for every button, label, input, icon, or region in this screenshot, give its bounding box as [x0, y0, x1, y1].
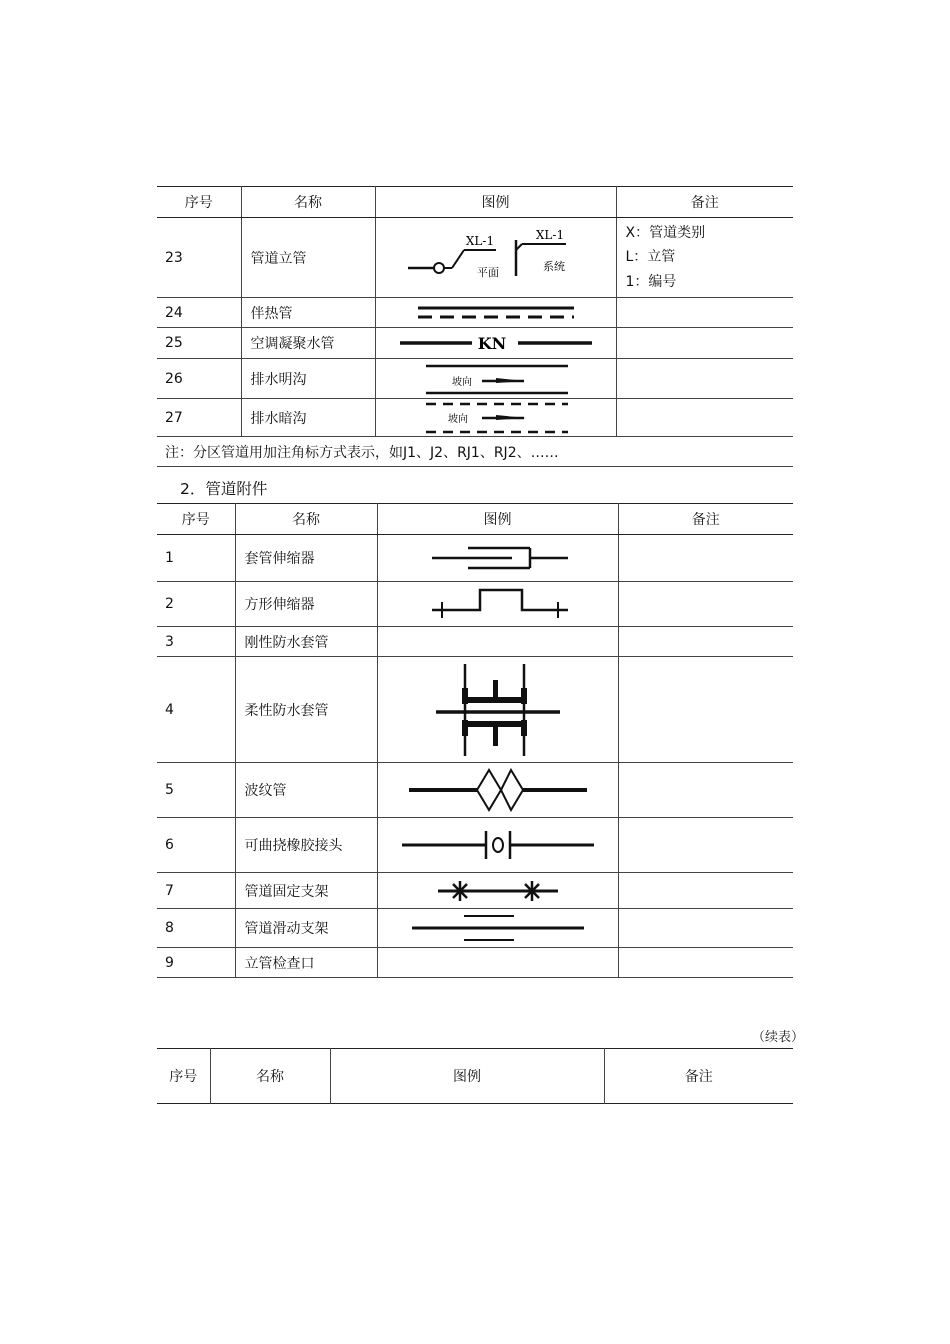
row-name: 排水明沟 — [241, 359, 375, 399]
header-legend: 图例 — [377, 504, 618, 535]
svg-text:XL-1: XL-1 — [465, 233, 494, 248]
remark-line: X：管道类别 — [625, 224, 706, 241]
remark-cell — [618, 763, 793, 818]
row-name: 可曲挠橡胶接头 — [235, 818, 377, 873]
sleeve-expansion-joint-symbol — [377, 535, 618, 582]
svg-text:坡向: 坡向 — [451, 376, 472, 388]
open-ditch-symbol — [375, 359, 616, 399]
row-number: 6 — [157, 818, 235, 873]
svg-text:平面: 平面 — [476, 265, 499, 279]
row-name: 伴热管 — [241, 298, 375, 328]
row-number: 26 — [157, 359, 241, 399]
remark-cell — [616, 298, 793, 328]
remark-cell — [618, 873, 793, 909]
row-number: 4 — [157, 657, 235, 763]
table-header-row — [157, 1049, 793, 1104]
svg-text:XL-1: XL-1 — [535, 227, 564, 242]
footnote: 注：分区管道用加注角标方式表示，如J1、J2、RJ1、RJ2、…… — [157, 437, 793, 467]
row-number: 25 — [157, 328, 241, 359]
header-name: 名称 — [235, 504, 377, 535]
section-title: 2．管道附件 — [180, 480, 268, 498]
svg-text:KN: KN — [477, 334, 506, 353]
row-number: 5 — [157, 763, 235, 818]
bellows-symbol — [377, 763, 618, 818]
row-name: 管道固定支架 — [235, 873, 377, 909]
row-number: 27 — [157, 399, 241, 437]
row-number: 1 — [157, 535, 235, 582]
row-name: 立管检查口 — [235, 948, 377, 978]
header-remark: 备注 — [604, 1049, 793, 1104]
table-row — [157, 873, 793, 909]
table-row — [157, 909, 793, 948]
flexible-rubber-joint-symbol — [377, 818, 618, 873]
row-name: 管道滑动支架 — [235, 909, 377, 948]
table-row — [157, 582, 793, 627]
flexible-waterproof-sleeve-symbol — [377, 657, 618, 763]
remark-cell — [618, 909, 793, 948]
remark-line: L：立管 — [625, 249, 676, 266]
header-no: 序号 — [157, 504, 235, 535]
remark-cell — [616, 399, 793, 437]
row-number: 23 — [157, 218, 241, 298]
row-number: 8 — [157, 909, 235, 948]
row-number: 2 — [157, 582, 235, 627]
condensate-pipe-symbol — [375, 328, 616, 359]
legend-cell-empty — [377, 948, 618, 978]
table-row — [157, 627, 793, 657]
row-number: 24 — [157, 298, 241, 328]
remark-cell — [618, 948, 793, 978]
svg-text:坡向: 坡向 — [447, 413, 468, 425]
table-row — [157, 657, 793, 763]
remark-cell — [618, 627, 793, 657]
header-name: 名称 — [241, 187, 375, 218]
row-name: 刚性防水套管 — [235, 627, 377, 657]
continued-table — [157, 1048, 793, 1104]
table-row — [157, 328, 793, 359]
riser-pipe-symbol — [375, 218, 616, 298]
table-header-row — [157, 504, 793, 535]
header-remark: 备注 — [616, 187, 793, 218]
table-row — [157, 763, 793, 818]
remark-cell — [618, 657, 793, 763]
covered-ditch-symbol — [375, 399, 616, 437]
legend-cell-empty — [377, 627, 618, 657]
header-name: 名称 — [210, 1049, 330, 1104]
row-number: 7 — [157, 873, 235, 909]
row-name: 柔性防水套管 — [235, 657, 377, 763]
remark-line: 1：编号 — [625, 273, 677, 290]
row-name: 方形伸缩器 — [235, 582, 377, 627]
sliding-support-symbol — [377, 909, 618, 948]
header-remark: 备注 — [618, 504, 793, 535]
svg-text:系统: 系统 — [542, 259, 565, 273]
square-expansion-joint-symbol — [377, 582, 618, 627]
remark-cell — [618, 818, 793, 873]
row-name: 空调凝聚水管 — [241, 328, 375, 359]
header-legend: 图例 — [375, 187, 616, 218]
row-name: 波纹管 — [235, 763, 377, 818]
header-no: 序号 — [169, 1069, 198, 1085]
table-row — [157, 298, 793, 328]
table-row — [157, 948, 793, 978]
heat-tracing-pipe-symbol — [375, 298, 616, 328]
remark-cell — [616, 328, 793, 359]
table-row — [157, 818, 793, 873]
remark-cell — [618, 582, 793, 627]
table-header-row — [157, 187, 793, 218]
row-name: 管道立管 — [241, 218, 375, 298]
table-row — [157, 359, 793, 399]
remark-cell — [616, 359, 793, 399]
footnote-row — [157, 437, 793, 467]
remark-cell — [616, 218, 793, 298]
row-number: 9 — [157, 948, 235, 978]
header-legend: 图例 — [330, 1049, 604, 1104]
table-row — [157, 218, 793, 298]
remark-cell — [618, 535, 793, 582]
row-name: 排水暗沟 — [241, 399, 375, 437]
row-name: 套管伸缩器 — [235, 535, 377, 582]
fixed-support-symbol — [377, 873, 618, 909]
table-row — [157, 535, 793, 582]
header-no: 序号 — [157, 187, 241, 218]
pipe-fittings-table — [157, 503, 793, 978]
table-row — [157, 399, 793, 437]
continued-label: （续表） — [752, 1030, 805, 1045]
row-number: 3 — [157, 627, 235, 657]
pipe-symbol-table-1 — [157, 186, 793, 467]
